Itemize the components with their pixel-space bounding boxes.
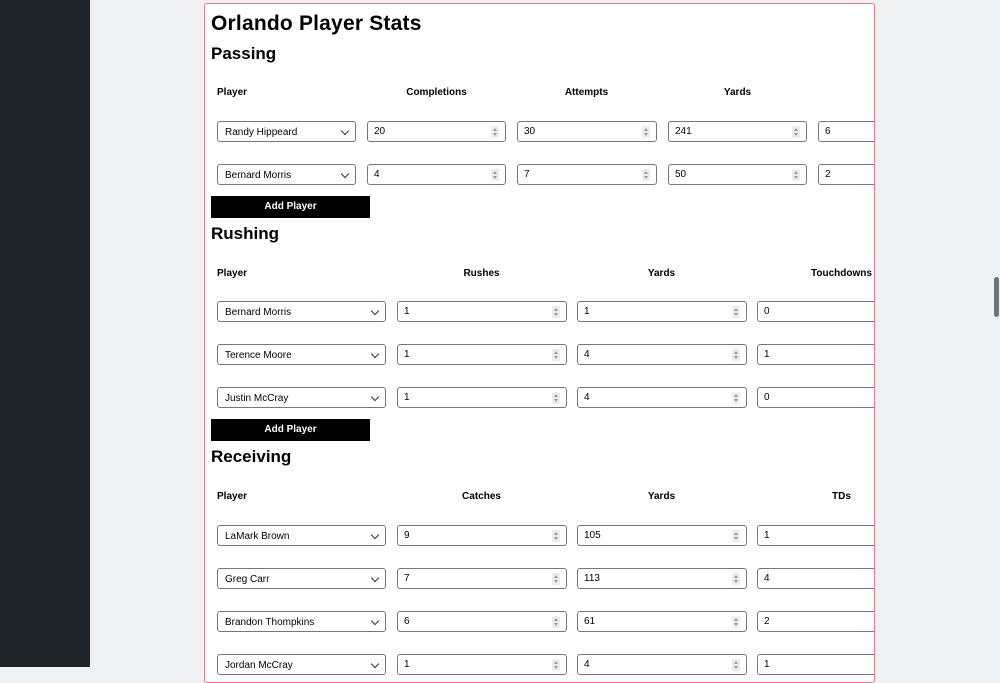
spinner-icon[interactable] (552, 659, 560, 671)
passing-header-player: Player (217, 87, 248, 98)
receiving-header-catches: Catches (462, 491, 501, 502)
input-value: 1 (404, 306, 410, 317)
rushing-yards-input[interactable] (577, 387, 747, 408)
rushing-rushes-input[interactable] (397, 301, 567, 322)
input-value: 50 (675, 169, 687, 180)
rushing-touchdowns-input[interactable] (757, 301, 875, 322)
rushing-section-title: Rushing (211, 224, 279, 243)
passing-completions-input[interactable] (367, 164, 506, 185)
input-value: 61 (584, 616, 596, 627)
rushing-rushes-input[interactable] (397, 344, 567, 365)
spinner-icon[interactable] (732, 349, 740, 361)
receiving-yards-input[interactable] (577, 611, 747, 632)
input-value: 2 (764, 616, 770, 627)
select-value: Brandon Thompkins (225, 617, 315, 628)
input-value: 1 (404, 659, 410, 670)
select-value: Justin McCray (225, 393, 289, 404)
spinner-icon[interactable] (642, 126, 650, 138)
rushing-touchdowns-input[interactable] (757, 344, 875, 365)
spinner-icon[interactable] (732, 530, 740, 542)
input-value: 1 (764, 349, 770, 360)
select-value: Greg Carr (225, 574, 270, 585)
input-value: 1 (404, 349, 410, 360)
chevron-down-icon (371, 393, 379, 401)
add-passing-player-button[interactable]: Add Player (211, 196, 370, 218)
receiving-player-select[interactable] (217, 525, 386, 546)
rushing-player-select[interactable] (217, 344, 386, 365)
input-value: 0 (764, 392, 770, 403)
spinner-icon[interactable] (552, 306, 560, 318)
rushing-header-touchdowns: Touchdowns (811, 268, 872, 279)
rushing-touchdowns-input[interactable] (757, 387, 875, 408)
spinner-icon[interactable] (491, 126, 499, 138)
receiving-catches-input[interactable] (397, 525, 567, 546)
receiving-yards-input[interactable] (577, 525, 747, 546)
passing-section-title: Passing (211, 44, 277, 63)
input-value: 1 (584, 306, 590, 317)
input-value: 4 (584, 659, 590, 670)
passing-player-select[interactable] (217, 121, 356, 142)
spinner-icon[interactable] (552, 616, 560, 628)
add-rushing-player-button[interactable]: Add Player (211, 419, 370, 441)
receiving-header-tds: TDs (832, 491, 851, 502)
input-value: 4 (374, 169, 380, 180)
receiving-header-yards: Yards (647, 491, 676, 502)
passing-header-yards: Yards (723, 87, 752, 98)
receiving-catches-input[interactable] (397, 568, 567, 589)
rushing-player-select[interactable] (217, 301, 386, 322)
rushing-rushes-input[interactable] (397, 387, 567, 408)
spinner-icon[interactable] (792, 126, 800, 138)
passing-header-completions: Completions (406, 87, 467, 98)
input-value: 6 (404, 616, 410, 627)
chevron-down-icon (341, 170, 349, 178)
passing-attempts-input[interactable] (517, 121, 657, 142)
input-value: 9 (404, 530, 410, 541)
spinner-icon[interactable] (732, 306, 740, 318)
input-value: 0 (764, 306, 770, 317)
rushing-header-rushes: Rushes (463, 268, 500, 279)
input-value: 1 (764, 530, 770, 541)
page-title: Orlando Player Stats (211, 12, 422, 35)
passing-attempts-input[interactable] (517, 164, 657, 185)
stats-panel (204, 3, 875, 683)
receiving-tds-input[interactable] (757, 568, 875, 589)
receiving-tds-input[interactable] (757, 611, 875, 632)
spinner-icon[interactable] (491, 169, 499, 181)
receiving-tds-input[interactable] (757, 654, 875, 675)
input-value: 2 (825, 169, 831, 180)
passing-yards-input[interactable] (668, 121, 807, 142)
passing-completions-input[interactable] (367, 121, 506, 142)
rushing-yards-input[interactable] (577, 344, 747, 365)
receiving-player-select[interactable] (217, 654, 386, 675)
spinner-icon[interactable] (792, 169, 800, 181)
spinner-icon[interactable] (642, 169, 650, 181)
spinner-icon[interactable] (552, 349, 560, 361)
input-value: 7 (524, 169, 530, 180)
input-value: 20 (374, 126, 386, 137)
select-value: Bernard Morris (225, 170, 292, 181)
select-value: Terence Moore (225, 350, 292, 361)
select-value: Bernard Morris (225, 307, 292, 318)
chevron-down-icon (371, 350, 379, 358)
chevron-down-icon (371, 307, 379, 315)
input-value: 7 (404, 573, 410, 584)
receiving-header-player: Player (217, 491, 248, 502)
chevron-down-icon (371, 531, 379, 539)
spinner-icon[interactable] (732, 573, 740, 585)
spinner-icon[interactable] (732, 616, 740, 628)
select-value: Randy Hippeard (225, 127, 298, 138)
receiving-player-select[interactable] (217, 568, 386, 589)
input-value: 6 (825, 126, 831, 137)
input-value: 4 (584, 392, 590, 403)
input-value: 241 (675, 126, 692, 137)
passing-touchdowns-input[interactable] (818, 164, 875, 185)
rushing-header-player: Player (217, 268, 248, 279)
select-value: LaMark Brown (225, 531, 290, 542)
left-sidebar (0, 0, 90, 667)
input-value: 4 (584, 349, 590, 360)
rushing-header-yards: Yards (647, 268, 676, 279)
rushing-player-select[interactable] (217, 387, 386, 408)
spinner-icon[interactable] (552, 573, 560, 585)
receiving-yards-input[interactable] (577, 568, 747, 589)
spinner-icon[interactable] (552, 530, 560, 542)
input-value: 1 (404, 392, 410, 403)
receiving-yards-input[interactable] (577, 654, 747, 675)
receiving-tds-input[interactable] (757, 525, 875, 546)
receiving-catches-input[interactable] (397, 654, 567, 675)
chevron-down-icon (371, 574, 379, 582)
passing-touchdowns-input[interactable] (818, 121, 875, 142)
input-value: 105 (584, 530, 601, 541)
passing-header-attempts: Attempts (564, 87, 609, 98)
passing-yards-input[interactable] (668, 164, 807, 185)
spinner-icon[interactable] (732, 392, 740, 404)
select-value: Jordan McCray (225, 660, 293, 671)
input-value: 4 (764, 573, 770, 584)
spinner-icon[interactable] (552, 392, 560, 404)
chevron-down-icon (341, 127, 349, 135)
receiving-section-title: Receiving (211, 447, 292, 466)
chevron-down-icon (371, 617, 379, 625)
input-value: 113 (584, 573, 600, 584)
spinner-icon[interactable] (732, 659, 740, 671)
receiving-catches-input[interactable] (397, 611, 567, 632)
passing-player-select[interactable] (217, 164, 356, 185)
page-scrollbar-thumb[interactable] (994, 277, 999, 317)
input-value: 1 (764, 659, 770, 670)
rushing-yards-input[interactable] (577, 301, 747, 322)
input-value: 30 (524, 126, 536, 137)
receiving-player-select[interactable] (217, 611, 386, 632)
